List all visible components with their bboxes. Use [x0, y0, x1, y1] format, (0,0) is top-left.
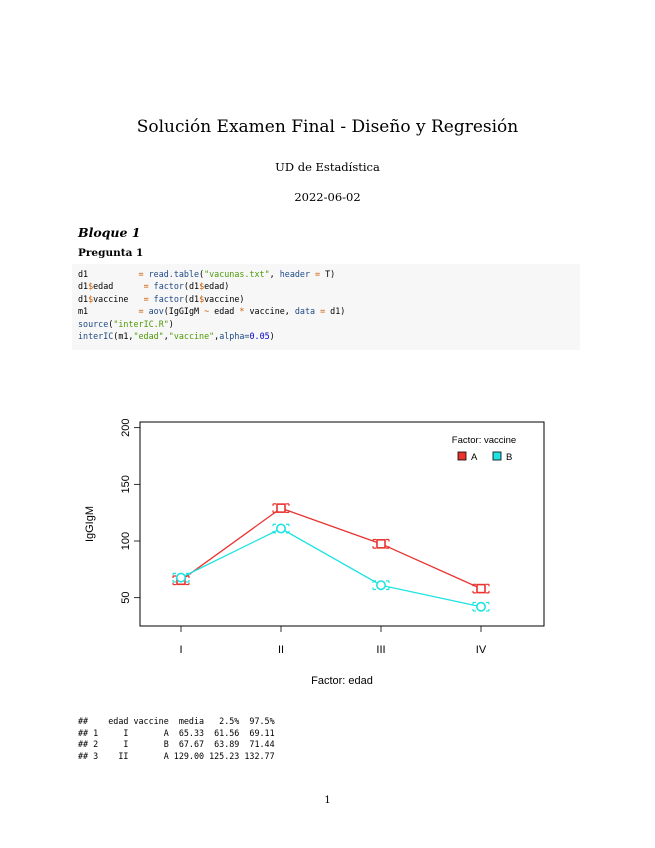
- code-token: (d1: [183, 281, 200, 292]
- code-token: (IgGIgM: [163, 306, 205, 317]
- data-point-B: [177, 573, 185, 581]
- code-token: edad: [93, 281, 144, 292]
- section-heading: Bloque 1: [78, 225, 141, 240]
- y-axis-label: IgGIgM: [84, 505, 96, 543]
- code-token: vaccine: [93, 293, 144, 304]
- code-token: =: [143, 293, 149, 304]
- document-title: Solución Examen Final - Diseño y Regresión: [136, 117, 519, 137]
- code-token: "vacunas.txt": [204, 269, 270, 279]
- code-token: ): [269, 330, 275, 341]
- code-token: d1: [78, 269, 139, 279]
- series-line-A: [181, 508, 481, 588]
- output-line: ## edad vaccine media 2.5% 97.5%: [78, 716, 275, 726]
- y-tick-label: 50: [120, 591, 132, 604]
- code-token: =: [138, 269, 144, 279]
- code-token: $: [88, 293, 94, 304]
- code-token: =: [143, 281, 149, 292]
- x-axis-label: Factor: edad: [311, 675, 373, 687]
- y-tick-label: 100: [120, 531, 132, 551]
- code-token: m1: [78, 306, 139, 317]
- code-token: header: [279, 269, 310, 279]
- code-token: "interIC.R": [113, 318, 169, 329]
- code-token: "vaccine": [168, 330, 215, 341]
- code-token: ,: [214, 330, 220, 341]
- legend-title: Factor: vaccine: [451, 435, 517, 446]
- code-token: factor: [153, 281, 184, 292]
- legend-label: B: [506, 452, 513, 463]
- code-token: $: [199, 293, 205, 304]
- code-token: =: [320, 306, 326, 317]
- code-token: $: [199, 281, 205, 292]
- series-line-B: [181, 529, 481, 607]
- code-token: vaccine): [204, 293, 245, 304]
- legend-swatch-A: [458, 452, 466, 460]
- data-point-B: [377, 581, 385, 589]
- code-token: ,: [163, 330, 169, 341]
- code-token: ,: [269, 269, 280, 279]
- output-line: ## 1 I A 65.33 61.56 69.11: [78, 727, 275, 738]
- code-token: (: [199, 269, 205, 279]
- x-tick-label: III: [376, 644, 386, 656]
- code-token: 0.05: [249, 330, 270, 341]
- code-token: vaccine,: [244, 306, 295, 317]
- legend-label: A: [471, 452, 478, 463]
- code-token: edad): [204, 281, 230, 292]
- code-token: d1): [325, 306, 346, 317]
- subsection-heading: Pregunta 1: [78, 247, 144, 259]
- legend-swatch-B: [493, 452, 501, 460]
- code-token: d1: [78, 293, 89, 304]
- code-token: "edad": [133, 330, 164, 341]
- code-token: d1: [78, 281, 89, 292]
- code-token: *: [239, 306, 245, 317]
- document-author: UD de Estadística: [275, 160, 380, 174]
- plot-frame: [140, 422, 544, 626]
- code-token: aov: [148, 306, 164, 317]
- page-number: 1: [324, 795, 331, 806]
- code-token: =: [315, 269, 321, 279]
- y-tick-label: 200: [120, 418, 132, 437]
- y-tick-label: 150: [120, 475, 132, 494]
- code-token: $: [88, 281, 94, 292]
- code-token: alpha=: [219, 330, 250, 341]
- output-line: ## 2 I B 67.67 63.89 71.44: [78, 739, 275, 749]
- output-block: [78, 716, 275, 762]
- x-tick-label: I: [179, 644, 183, 656]
- code-token: =: [138, 306, 144, 317]
- data-point-A: [477, 585, 485, 593]
- code-token: interIC: [78, 330, 114, 341]
- x-tick-label: IV: [475, 644, 487, 656]
- code-token: source: [78, 318, 109, 329]
- code-token: (: [108, 318, 114, 329]
- code-token: ~: [204, 306, 210, 317]
- code-token: (d1: [183, 293, 200, 304]
- output-line: ## 3 II A 129.00 125.23 132.77: [78, 750, 275, 761]
- data-point-B: [277, 524, 285, 532]
- data-point-A: [277, 504, 285, 512]
- code-token: edad: [209, 306, 240, 317]
- code-token: factor: [153, 293, 184, 304]
- x-tick-label: II: [277, 644, 285, 656]
- code-token: data: [294, 306, 316, 317]
- code-token: read.table: [148, 269, 200, 279]
- code-token: (m1,: [113, 330, 134, 341]
- data-point-B: [477, 603, 485, 611]
- code-token: ): [168, 318, 174, 329]
- document-date: 2022-06-02: [294, 190, 361, 204]
- code-token: T): [320, 269, 336, 279]
- data-point-A: [377, 540, 385, 548]
